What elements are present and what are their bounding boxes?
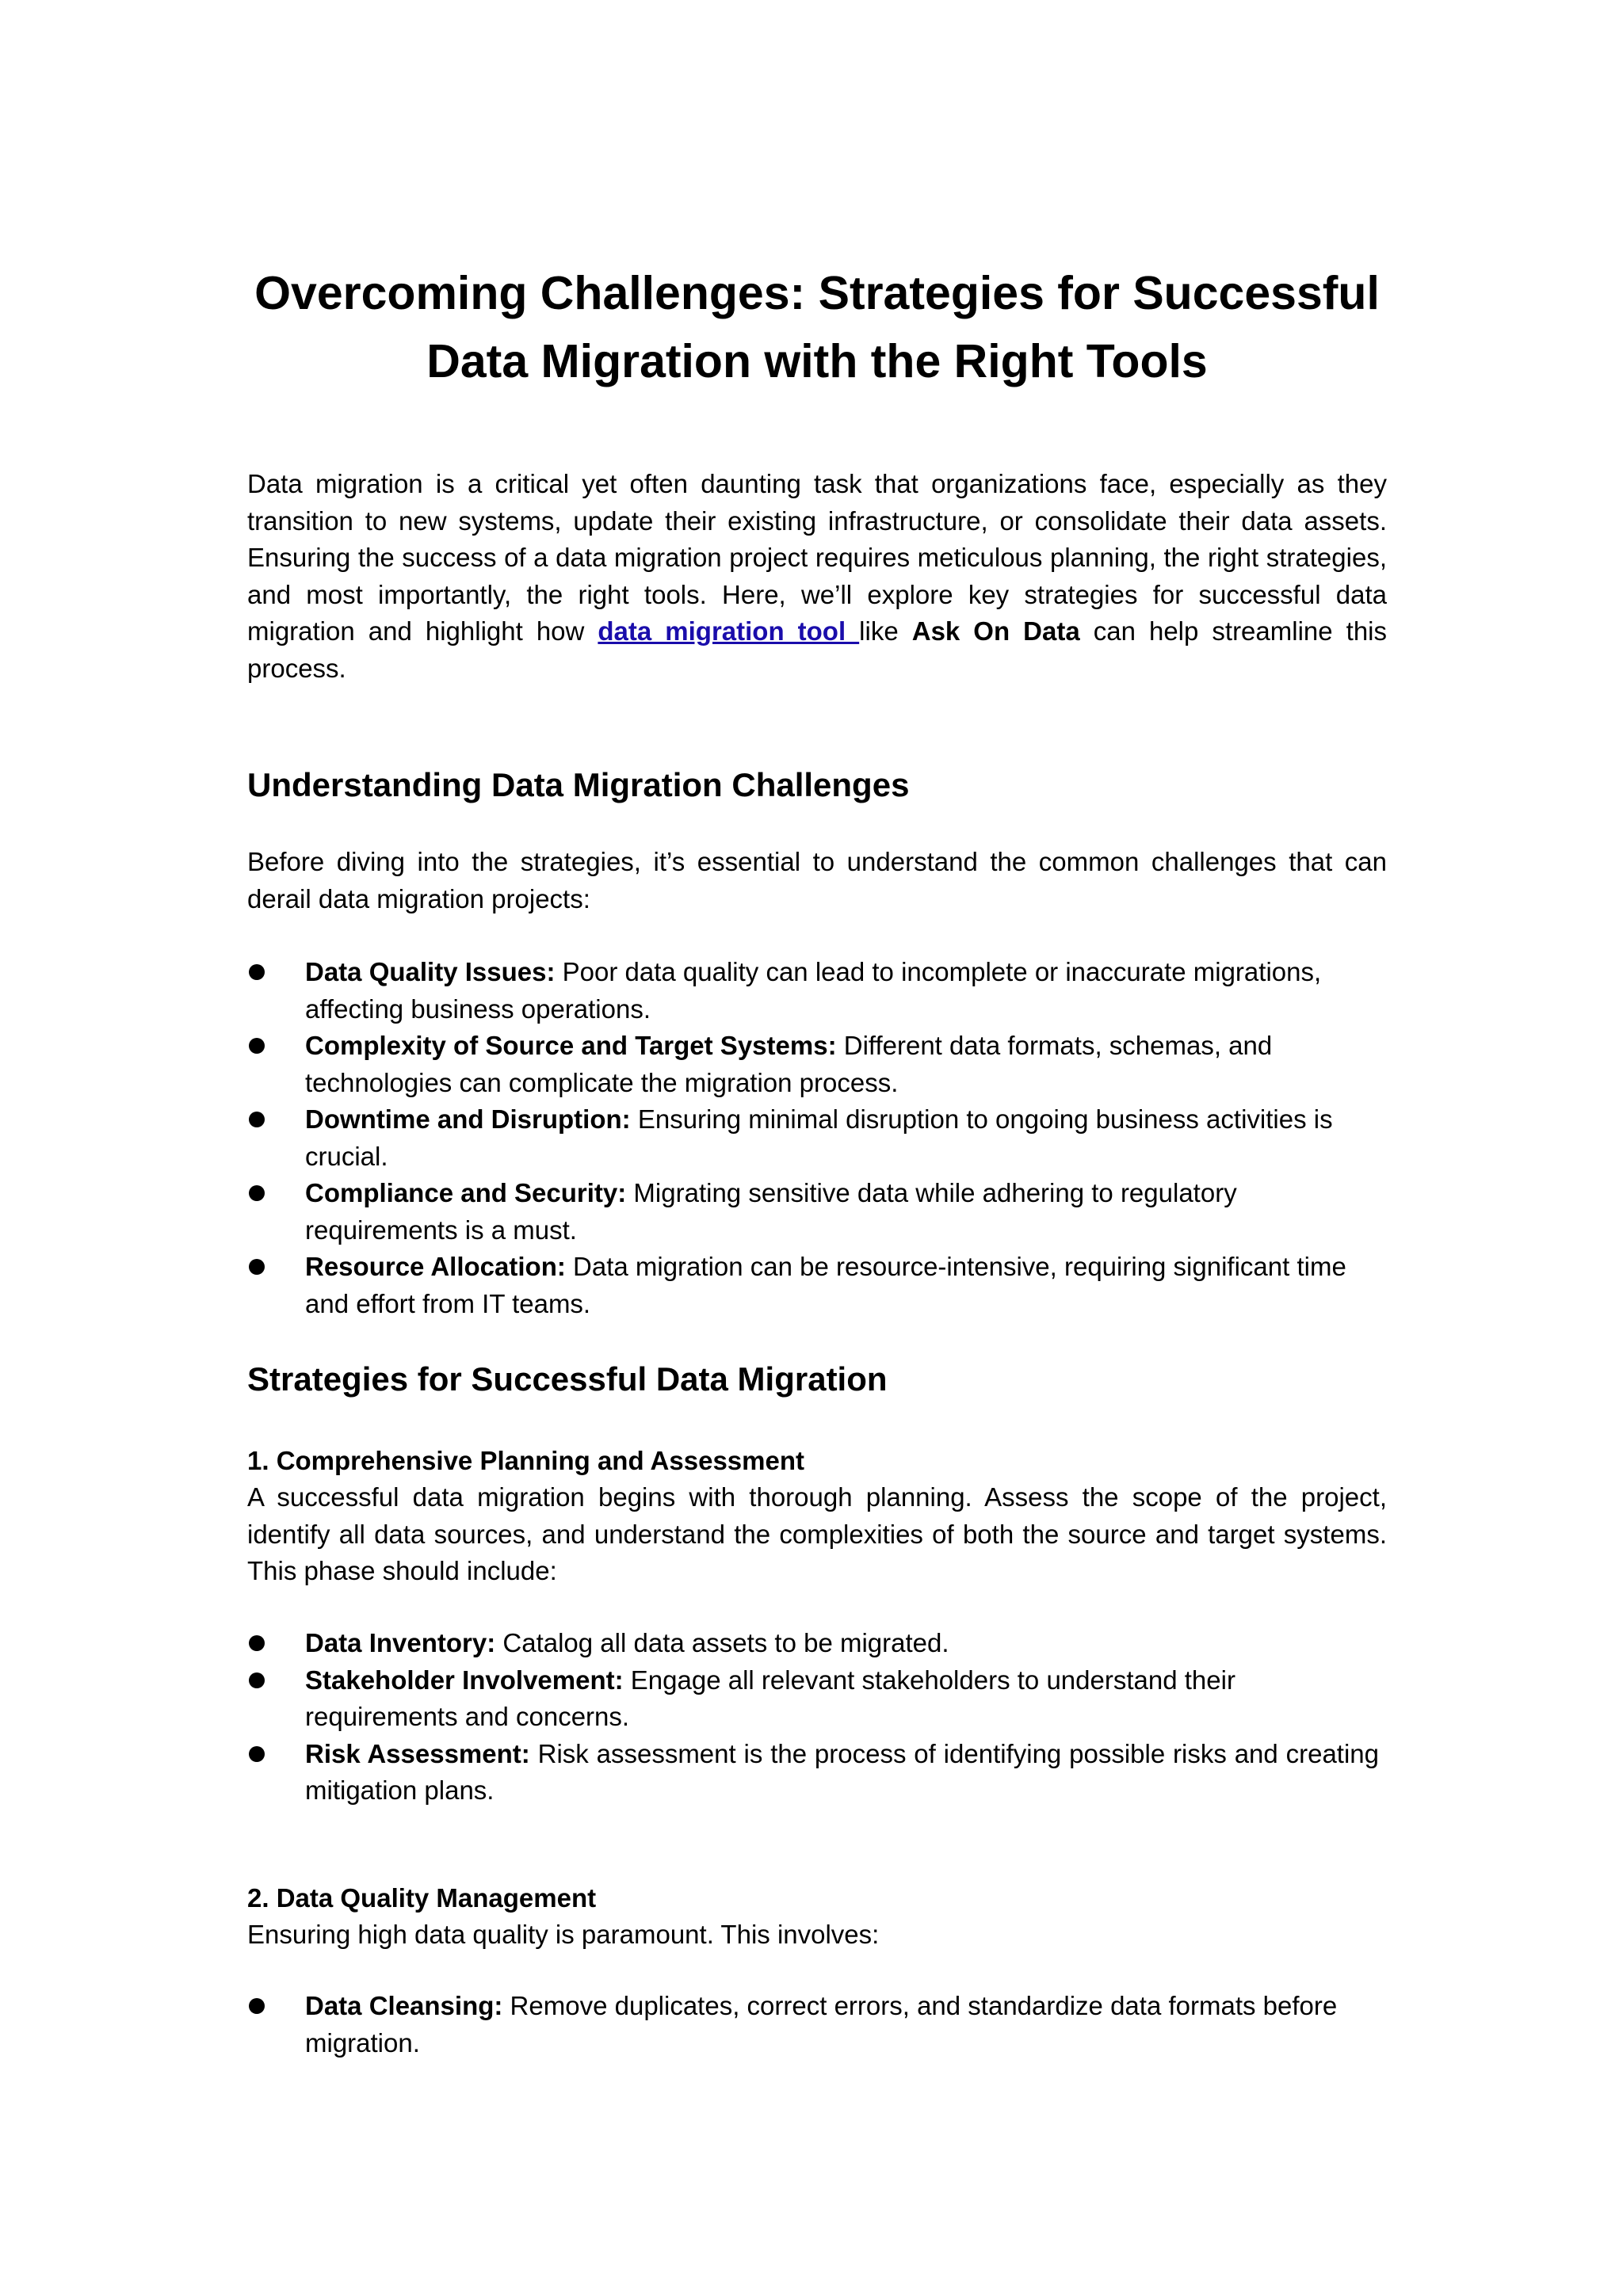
brand-name: Ask On Data [911,616,1080,646]
list-item [247,1662,1379,1736]
bullet-text: Ensuring minimal disruption to ongoing business activities is crucial. [305,1104,1333,1171]
bullet-text: Risk assessment is the process of identifying possible risks and creating mitigation plans. [305,1738,1379,1805]
planning-list [247,1625,1388,1810]
data-migration-tool-link[interactable]: data migration tool [598,616,860,646]
bullet-label: Downtime and Disruption: [305,1104,631,1134]
bullet-label: Data Inventory: [305,1628,496,1657]
list-item [247,1988,1379,2061]
bullet-icon [249,1112,265,1127]
bullet-icon [249,1038,265,1054]
bullet-text: Different data formats, schemas, and technologies can complicate the migration process. [305,1031,1273,1097]
bullet-icon [249,1635,265,1651]
document-title [247,259,1387,395]
challenges-list [247,954,1388,1322]
section-heading-strategies: Strategies for Successful Data Migration [247,1360,888,1398]
bullet-text: Migrating sensitive data while adhering to regulatory requirements is a must. [305,1178,1237,1245]
section-heading-challenges: Understanding Data Migration Challenges [247,766,910,803]
subheading-quality: 2. Data Quality Management [247,1883,597,1913]
list-item [247,1625,1379,1662]
subheading-planning: 1. Comprehensive Planning and Assessment [247,1446,804,1475]
bullet-label: Data Quality Issues: [305,957,556,986]
list-item [247,1736,1379,1810]
intro-text-end: can help streamline this process. [247,616,1388,683]
planning-paragraph: A successful data migration begins with thorough planning. Assess the scope of the project, identify all data sources, and understand the complexities of both the source and target systems. This phase should include: [247,1482,1387,1585]
list-item [247,1028,1379,1101]
bullet-icon [249,1998,265,2014]
bullet-text: Remove duplicates, correct errors, and standardize data formats before migration. [305,1991,1338,2058]
quality-list [247,1988,1388,2061]
bullet-icon [249,1185,265,1201]
title-line-1: Overcoming Challenges: Strategies for Successful [254,267,1380,319]
bullet-label: Data Cleansing: [305,1991,503,2020]
quality-paragraph: Ensuring high data quality is paramount. This involves: [247,1920,880,1949]
challenges-intro: Before diving into the strategies, it’s essential to understand the common challenges that can derail data migration projects: [247,847,1387,913]
bullet-label: Risk Assessment: [305,1738,530,1768]
bullet-icon [249,1672,265,1688]
bullet-text: Data migration can be resource-intensive, requiring significant time and effort from IT teams. [305,1252,1346,1318]
title-line-2: Data Migration with the Right Tools [426,335,1208,387]
bullet-label: Compliance and Security: [305,1178,627,1207]
bullet-icon [249,964,265,980]
list-item [247,1175,1379,1249]
bullet-text: Engage all relevant stakeholders to understand their requirements and concerns. [305,1665,1235,1731]
bullet-icon [249,1746,265,1762]
list-item [247,1101,1379,1175]
bullet-label: Stakeholder Involvement: [305,1665,624,1695]
bullet-label: Complexity of Source and Target Systems: [305,1031,837,1060]
intro-text: Data migration is a critical yet often daunting task that organizations face, especially as they transition to new systems, update their existing infrastructure, or consolidate their data assets. Ensuring the success of a data migration project requires meticulous planning, the right strategies, and most importantly, the right tools. Here, we’ll explore key strategies for successful data migration and highlight how [247,469,1387,646]
bullet-text: Catalog all data assets to be migrated. [495,1628,949,1657]
list-item [247,954,1379,1028]
bullet-label: Resource Allocation: [305,1252,566,1281]
bullet-icon [249,1259,265,1275]
bullet-text: Poor data quality can lead to incomplete or inaccurate migrations, affecting business operations. [305,957,1322,1024]
list-item [247,1249,1379,1322]
intro-paragraph [247,466,1387,687]
intro-text-like: like [859,616,912,646]
